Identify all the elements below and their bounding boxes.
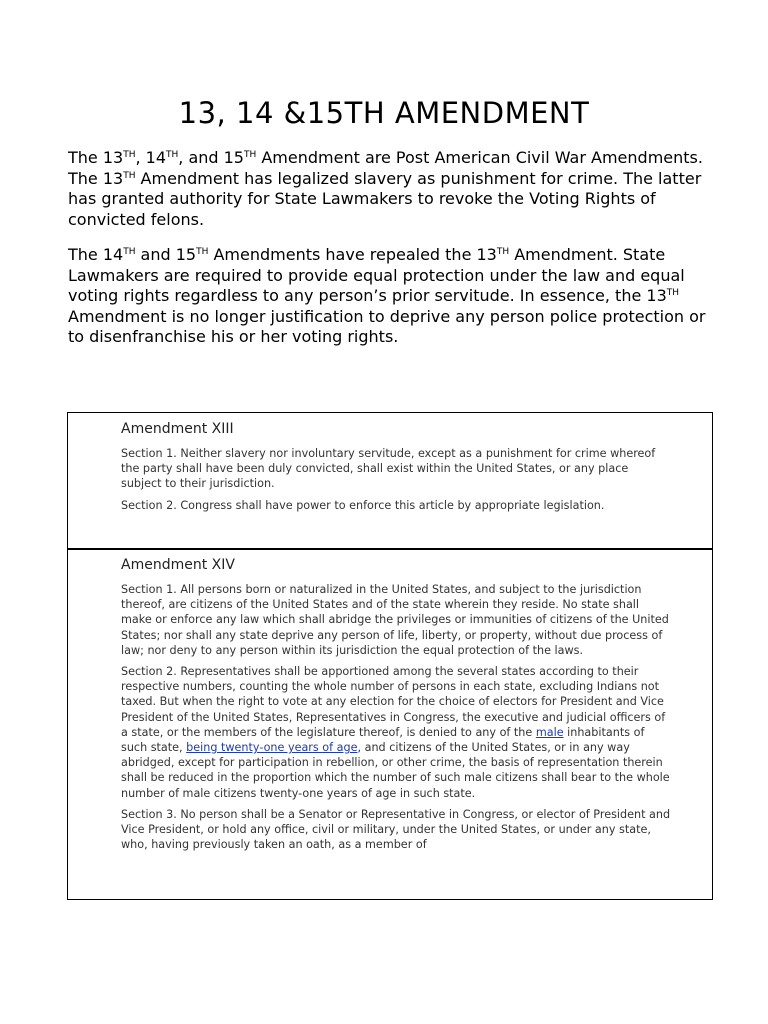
text-run: The 13	[68, 148, 124, 167]
text-run: , 14	[135, 148, 166, 167]
amendment-xiii-section-1: Section 1. Neither slavery nor involuntary servitude, except as a punishment for crime whereof the party shall have been duly convicted, shall exist within the United States, or any place subject to their jurisdiction.	[121, 447, 656, 491]
page-title: 13, 14 &15TH AMENDMENT	[178, 96, 590, 130]
text-run: Amendment are Post American Civil War Amendments. The 13	[68, 148, 703, 188]
amendment-xiii-section-2: Section 2. Congress shall have power to enforce this article by appropriate legislation.	[121, 498, 605, 512]
superscript: TH	[166, 150, 179, 160]
text-run: Section 2. Representatives shall be apportioned among the several states according to their respective numbers, counting the whole number of persons in each state, excluding Indians not taxed. But when the right to vote at any election for the choice of electors for President and Vice President of the United States, Representatives in Congress, the executive and judicial officers of a state, or the members of the legislature thereof, is denied to any of the	[121, 665, 666, 739]
amendment-xiv-section-3: Section 3. No person shall be a Senator or Representative in Congress, or elector of President and Vice President, or hold any office, civil or military, under the United States, or under any state, who, having previously taken an oath, as a member of	[121, 807, 671, 852]
being-twenty-one-years-of-age-link[interactable]: being twenty-one years of age	[186, 741, 358, 755]
text-run: Amendment has legalized slavery as punishment for crime. The latter has granted authority for State Lawmakers to revoke the Voting Rights of convicted felons.	[68, 168, 702, 229]
male-link[interactable]: male	[535, 725, 564, 739]
superscript: TH	[196, 247, 209, 257]
amendment-xiv-section-1: Section 1. All persons born or naturalized in the United States, and subject to the jurisdiction thereof, are citizens of the United States and of the state wherein they reside. No state shall make or enforce any law which shall abridge the privileges or immunities of citizens of the United States; nor shall any state deprive any person of life, liberty, or property, without due process of law; nor deny to any person within its jurisdiction the equal protection of the laws.	[121, 583, 669, 657]
superscript: TH	[123, 247, 136, 257]
amendment-xiv-box	[67, 548, 713, 900]
text-run: Amendment is no longer justification to deprive any person police protection or to disenfranchise his or her voting rights.	[68, 306, 706, 346]
amendment-xiii-title: Amendment XIII	[121, 421, 234, 437]
superscript: TH	[243, 150, 257, 160]
superscript: TH	[123, 150, 136, 160]
intro-paragraph-1	[68, 148, 708, 230]
superscript: TH	[123, 170, 136, 181]
text-run: inhabitants of such state,	[121, 725, 645, 755]
amendment-xiii-box	[67, 412, 713, 550]
text-run: Amendments have repealed the 13	[208, 245, 497, 264]
amendment-xiv-title: Amendment XIV	[121, 557, 235, 573]
superscript: TH	[666, 288, 680, 298]
text-run: The 14	[68, 245, 124, 264]
text-run: and 15	[135, 245, 197, 264]
text-run: , and citizens of the United States, or in any way abridged, except for participation in rebellion, or other crime, the basis of representation therein shall be reduced in the proportion which the number of such male citizens shall bear to the whole number of male citizens twenty-one years of age in such state.	[121, 741, 670, 800]
text-run: Amendment. State Lawmakers are required to provide equal protection under the law and equal voting rights regardless to any person’s prior servitude. In essence, the 13	[68, 245, 685, 305]
superscript: TH	[496, 247, 510, 257]
amendment-xiv-section-2	[121, 664, 672, 801]
text-run: , and 15	[178, 148, 244, 167]
intro-paragraph-2	[68, 245, 708, 348]
